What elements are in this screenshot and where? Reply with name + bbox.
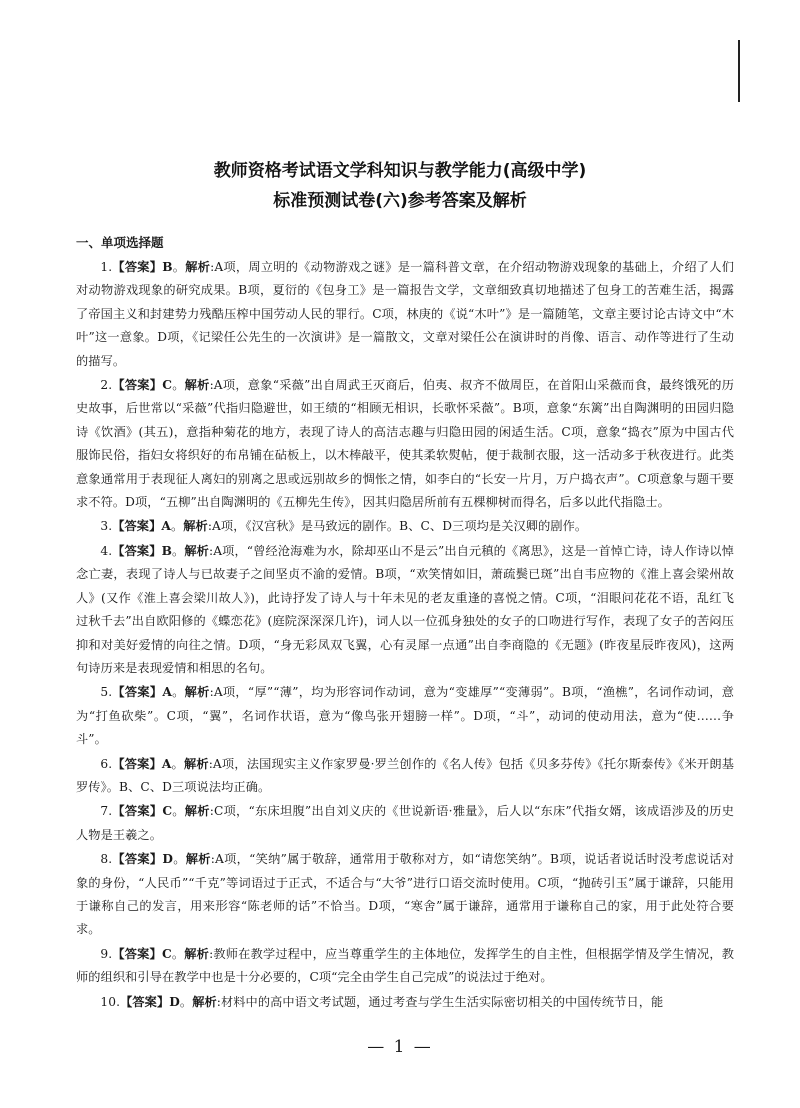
explanation-label: 解析 [192,994,217,1009]
answer-item: 6.【答案】A。解析:A项，法国现实主义作家罗曼·罗兰创作的《名人传》包括《贝多芬传》《托尔斯泰传》《米开朗基罗传》。B、C、D三项说法均正确。 [76,756,734,794]
explanation-label: 解析 [183,519,208,534]
item-number: 7. [100,804,113,819]
answer-item: 9.【答案】C。解析:教师在教学过程中，应当尊重学生的主体地位，发挥学生的自主性，但根据学情及学生情况，教师的组织和引导在教学中也是十分必要的，C项“完全由学生自己完成”的说法过于绝对。 [76,946,735,985]
explanation-label: 解析 [183,756,209,771]
answer-item: 2.【答案】C。解析:A项，意象“采薇”出自周武王灭商后，伯夷、叔齐不做周臣，在首阳山采薇而食，最终饿死的历史故事，后世常以“采薇”代指归隐避世，如王绩的“相顾无相识，长歌怀采薇”。B项，意象“东篱”出自陶渊明的田园归隐诗《饮酒》(其五)，意指种菊花的地方，表现了诗人的高洁志趣与归隐田园的闲适生活。C项，意象“捣衣”原为中国古代服饰民俗，指妇女将织好的布帛铺在砧板上，以木棒敲平，使其柔软熨帖，便于裁制衣服，这一活动多于秋夜进行。此类意象通常用于表现征人离妇的别离之思或远别故乡的惆怅之情，如李白的“长安一片月，万户捣衣声”。C项意象与题干要求不符。D项，“五柳”出自陶渊明的《五柳先生传》，因其归隐居所前有五棵柳树而得名，后多以此代指隐士。 [76,378,734,510]
item-number: 1. [100,260,113,274]
answer-letter: B [162,260,173,274]
answer-tag: 【答案】 [112,756,162,771]
answer-tag: 【答案】 [120,994,170,1009]
answer-letter: B [161,543,172,558]
explanation-text: :C项，“东床坦腹”出自刘义庆的《世说新语·雅量》，后人以“东床”代指女婿，该成语涉及的历史人物是王羲之。 [76,804,735,842]
answer-tag: 【答案】 [112,852,163,867]
answer-tag: 【答案】 [112,946,162,961]
explanation-text: :材料中的高中语文考试题，通过考查与学生生活实际密切相关的中国传统节日，能 [216,994,664,1009]
answer-tag: 【答案】 [112,685,163,700]
answer-item: 4.【答案】B。解析:A项，“曾经沧海难为水，除却巫山不是云”出自元稹的《离思》，这是一首悼亡诗，诗人作诗以悼念亡妻，表现了诗人与已故妻子之间坚贞不渝的爱情。B项，“欢笑情如旧，萧疏鬓已斑”出自韦应物的《淮上喜会梁州故人》(又作《淮上喜会梁川故人》)，此诗抒发了诗人与十年未见的老友重逢的喜悦之情。C项，“泪眼问花花不语，乱红飞过秋千去”出自欧阳修的《蝶恋花》(庭院深深深几许)，词人以一位孤身独处的女子的口吻进行写作，表现了女子的苦闷压抑和对美好爱情的向往之情。D项，“身无彩凤双飞翼，心有灵犀一点通”出自李商隐的《无题》(昨夜星辰昨夜风)，这两句诗历来是表现爱情和相思的名句。 [76,543,735,675]
document-title: 教师资格考试语文学科知识与教学能力(高级中学) [213,161,587,181]
item-number: 9. [100,946,113,961]
explanation-label: 解析 [184,543,209,558]
item-number: 3. [100,519,113,534]
item-number: 8. [100,852,113,867]
item-number: 4. [100,543,113,558]
explanation-text: :教师在教学过程中，应当尊重学生的主体地位，发挥学生的自主性，但根据学情及学生情况，教师的组织和引导在教学中也是十分必要的，C项“完全由学生自己完成”的说法过于绝对。 [76,946,735,985]
item-number: 5. [100,685,113,700]
answer-tag: 【答案】 [112,804,163,819]
explanation-text: :A项，意象“采薇”出自周武王灭商后，伯夷、叔齐不做周臣，在首阳山采薇而食，最终饿死的历史故事，后世常以“采薇”代指归隐避世，如王绩的“相顾无相识，长歌怀采薇”。B项，意象“东篱”出自陶渊明的田园归隐诗《饮酒》(其五)，意指种菊花的地方，表现了诗人的高洁志趣与归隐田园的闲适生活。C项，意象“捣衣”原为中国古代服饰民俗，指妇女将织好的布帛铺在砧板上，以木棒敲平，使其柔软熨帖，便于裁制衣服，这一活动多于秋夜进行。此类意象通常用于表现征人离妇的别离之思或远别故乡的惆怅之情，如李白的“长安一片月，万户捣衣声”。C项意象与题干要求不符。D项，“五柳”出自陶渊明的《五柳先生传》，因其归隐居所前有五棵柳树而得名，后多以此代指隐士。 [76,378,734,510]
explanation-label: 解析 [185,852,211,867]
page-number: — 1 — [367,1037,433,1057]
margin-mark [738,40,740,102]
answer-tag: 【答案】 [112,378,163,393]
answer-body [76,232,734,1015]
explanation-text: :A项，“笑纳”属于敬辞，通常用于敬称对方，如“请您笑纳”。B项，说话者说话时没考虑说话对象的身份，“人民币”“千克”等词语过于正式，不适合与“大爷”进行口语交流时使用。C项，“抛砖引玉”属于谦辞，只能用于谦称自己的发言，用来形容“陈老师的话”不恰当。D项，“寒舍”属于谦辞，通常用于谦称自己的家，用于此处符合要求。 [76,852,735,937]
answer-letter: A [162,685,172,700]
explanation-label: 解析 [184,685,210,700]
answer-item: 5.【答案】A。解析:A项，“厚”“薄”，均为形容词作动词，意为“变雄厚”“变薄弱”。B项，“渔樵”，名词作动词，意为“打鱼砍柴”。C项，“翼”，名词作状语，意为“像鸟张开翅膀一样”。D项，“斗”，动词的使动用法，意为“使……争斗”。 [76,685,734,747]
answer-item: 8.【答案】D。解析:A项，“笑纳”属于敬辞，通常用于敬称对方，如“请您笑纳”。B项，说话者说话时没考虑说话对象的身份，“人民币”“千克”等词语过于正式，不适合与“大爷”进行口语交流时使用。C项，“抛砖引玉”属于谦辞，只能用于谦称自己的发言，用来形容“陈老师的话”不恰当。D项，“寒舍”属于谦辞，通常用于谦称自己的家，用于此处符合要求。 [76,852,735,937]
explanation-label: 解析 [184,378,210,393]
explanation-text: :A项，“厚”“薄”，均为形容词作动词，意为“变雄厚”“变薄弱”。B项，“渔樵”，名词作动词，意为“打鱼砍柴”。C项，“翼”，名词作状语，意为“像鸟张开翅膀一样”。D项，“斗”，动词的使动用法，意为“使……争斗”。 [76,685,734,747]
answer-item: 1.【答案】B。解析:A项，周立明的《动物游戏之谜》是一篇科普文章，在介绍动物游戏现象的基础上，介绍了人们对动物游戏现象的研究成果。B项，夏衍的《包身工》是一篇报告文学，文章细致真切地描述了包身工的苦难生活，揭露了帝国主义和封建势力残酷压榨中国劳动人民的罪行。C项，林庚的《说“木叶”》是一篇随笔，文章主要讨论古诗文中“木叶”这一意象。D项，《记梁任公先生的一次演讲》是一篇散文，文章对梁任公在演讲时的肖像、语言、动作等进行了生动的描写。 [76,260,734,368]
item-number: 6. [100,756,113,771]
explanation-text: :A项，《汉宫秋》是马致远的剧作。B、C、D三项均是关汉卿的剧作。 [207,519,588,534]
answer-letter: A [161,756,172,771]
answer-letter: C [162,378,173,393]
explanation-label: 解析 [184,946,210,961]
answer-letter: C [161,946,172,961]
item-number: 2. [100,378,113,393]
answer-tag: 【答案】 [112,519,162,534]
explanation-text: :A项，法国现实主义作家罗曼·罗兰创作的《名人传》包括《贝多芬传》《托尔斯泰传》《米开朗基罗传》。B、C、D三项说法均正确。 [76,756,734,794]
answer-letter: D [162,852,174,867]
explanation-text: :A项，周立明的《动物游戏之谜》是一篇科普文章，在介绍动物游戏现象的基础上，介绍了人们对动物游戏现象的研究成果。B项，夏衍的《包身工》是一篇报告文学，文章细致真切地描述了包身工的苦难生活，揭露了帝国主义和封建势力残酷压榨中国劳动人民的罪行。C项，林庚的《说“木叶”》是一篇随笔，文章主要讨论古诗文中“木叶”这一意象。D项，《记梁任公先生的一次演讲》是一篇散文，文章对梁任公在演讲时的肖像、语言、动作等进行了生动的描写。 [76,260,734,368]
answer-item: 3.【答案】A。解析:A项，《汉宫秋》是马致远的剧作。B、C、D三项均是关汉卿的剧作。 [100,519,588,534]
explanation-label: 解析 [184,804,210,819]
answer-item: 10.【答案】D。解析:材料中的高中语文考试题，通过考查与学生生活实际密切相关的中国传统节日，能 [100,994,664,1009]
answer-letter: D [169,994,180,1009]
document-subtitle: 标准预测试卷(六)参考答案及解析 [273,191,527,211]
answer-letter: C [162,804,173,819]
answer-letter: A [161,519,171,534]
section-heading: 一、单项选择题 [76,235,164,250]
answer-tag: 【答案】 [112,260,163,274]
answer-tag: 【答案】 [112,543,162,558]
item-number: 10. [100,994,121,1009]
document-header [0,156,800,216]
explanation-text: :A项，“曾经沧海难为水，除却巫山不是云”出自元稹的《离思》，这是一首悼亡诗，诗人作诗以悼念亡妻，表现了诗人与已故妻子之间坚贞不渝的爱情。B项，“欢笑情如旧，萧疏鬓已斑”出自韦应物的《淮上喜会梁州故人》(又作《淮上喜会梁川故人》)，此诗抒发了诗人与十年未见的老友重逢的喜悦之情。C项，“泪眼问花花不语，乱红飞过秋千去”出自欧阳修的《蝶恋花》(庭院深深深几许)，词人以一位孤身独处的女子的口吻进行写作，表现了女子的苦闷压抑和对美好爱情的向往之情。D项，“身无彩凤双飞翼，心有灵犀一点通”出自李商隐的《无题》(昨夜星辰昨夜风)，这两句诗历来是表现爱情和相思的名句。 [76,543,735,675]
explanation-label: 解析 [185,260,211,274]
answer-item: 7.【答案】C。解析:C项，“东床坦腹”出自刘义庆的《世说新语·雅量》，后人以“东床”代指女婿，该成语涉及的历史人物是王羲之。 [76,804,735,842]
